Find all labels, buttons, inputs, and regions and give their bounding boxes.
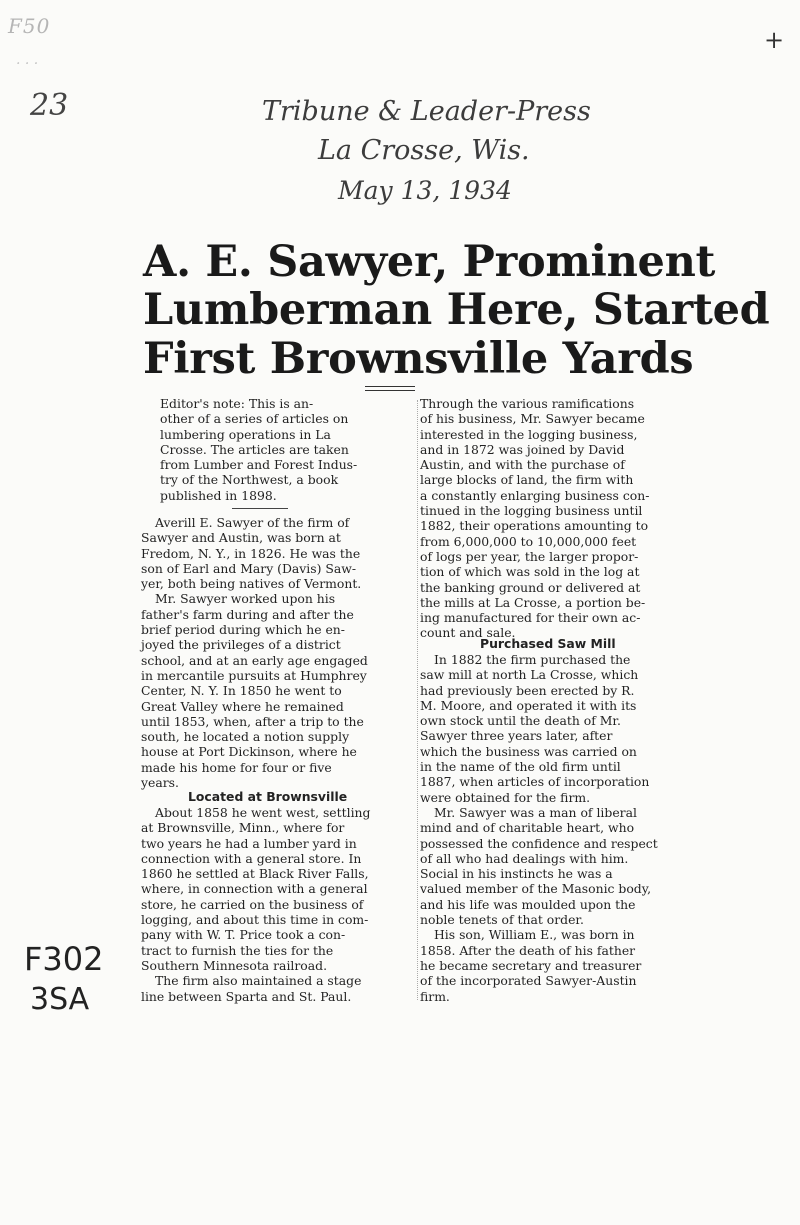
left-paragraph-2 [141, 805, 415, 1004]
text-line: father's farm during and after the [141, 606, 354, 622]
text-line: at Brownsville, Minn., where for [141, 820, 345, 836]
text-line: own stock until the death of Mr. [420, 713, 621, 729]
text-line: son of Earl and Mary (Davis) Saw- [141, 560, 357, 576]
text-line: a constantly enlarging business con- [420, 487, 650, 503]
text-line: two years he had a lumber yard in [141, 835, 357, 851]
editor-note-line: lumbering operations in La [160, 426, 331, 442]
text-line: he became secretary and treasurer [420, 957, 642, 973]
text-line: Great Valley where he remained [141, 698, 344, 714]
text-line: pany with W. T. Price took a con- [141, 927, 346, 943]
handwritten-source-city: La Crosse, Wis. [318, 135, 530, 166]
text-line: firm. [420, 988, 450, 1004]
headline-rule [365, 386, 415, 387]
text-line: connection with a general store. In [141, 850, 362, 866]
column-divider [417, 400, 418, 1000]
text-line: tinued in the logging business until [420, 503, 643, 519]
headline-line-2: Lumberman Here, Started [143, 285, 770, 335]
text-line: made his home for four or five [141, 759, 332, 775]
text-line: Social in his instincts he was a [420, 866, 613, 882]
text-line: tion of which was sold in the log at [420, 564, 640, 580]
right-paragraph-2 [420, 652, 698, 1004]
editor-note-divider [232, 508, 288, 509]
text-line: and in 1872 was joined by David [420, 441, 625, 457]
text-line: yer, both being natives of Vermont. [141, 576, 362, 592]
text-line: in the name of the old firm until [420, 759, 621, 775]
subhead-purchased-saw-mill: Purchased Saw Mill [480, 636, 616, 651]
text-line: saw mill at north La Crosse, which [420, 667, 639, 683]
text-line: 1882, their operations amounting to [420, 518, 649, 534]
text-line: of all who had dealings with him. [420, 850, 629, 866]
editor-note-line: try of the Northwest, a book [160, 472, 339, 488]
text-line: the mills at La Crosse, a portion be- [420, 594, 646, 610]
handwritten-file-code: F302 [24, 940, 104, 978]
text-line: 1887, when articles of incorporation [420, 774, 650, 790]
text-line: tract to furnish the ties for the [141, 942, 334, 958]
editor-note-line: other of a series of articles on [160, 411, 349, 427]
handwritten-page-number: 23 [30, 88, 69, 123]
text-line: ing manufactured for their own ac- [420, 610, 641, 626]
text-line: Mr. Sawyer was a man of liberal [434, 804, 637, 820]
text-line: store, he carried on the business of [141, 896, 364, 912]
editor-note [160, 396, 434, 503]
text-line: mind and of charitable heart, who [420, 820, 635, 836]
text-line: large blocks of land, the firm with [420, 472, 634, 488]
text-line: Sawyer three years later, after [420, 728, 613, 744]
text-line: Southern Minnesota railroad. [141, 957, 328, 973]
text-line: house at Port Dickinson, where he [141, 744, 357, 760]
text-line: south, he located a notion supply [141, 729, 350, 745]
text-line: Averill E. Sawyer of the firm of [155, 515, 350, 530]
text-line: interested in the logging business, [420, 426, 638, 442]
editor-note-line: from Lumber and Forest Indus- [160, 457, 358, 473]
handwritten-top-left-code: F50 [8, 14, 51, 38]
editor-note-line: published in 1898. [160, 487, 277, 503]
handwritten-file-subcode: 3SA [30, 982, 90, 1017]
text-line: line between Sparta and St. Paul. [141, 988, 352, 1004]
text-line: and his life was moulded upon the [420, 896, 636, 912]
text-line: until 1853, when, after a trip to the [141, 713, 364, 729]
left-paragraph-1 [141, 515, 415, 790]
text-line: from 6,000,000 to 10,000,000 feet [420, 533, 637, 549]
text-line: M. Moore, and operated it with its [420, 697, 637, 713]
handwritten-plus-mark: + [764, 26, 785, 54]
handwritten-source-date: May 13, 1934 [338, 176, 512, 205]
text-line: noble tenets of that order. [420, 912, 584, 928]
editor-note-line: Crosse. The articles are taken [160, 441, 349, 457]
text-line: of the incorporated Sawyer-Austin [420, 973, 637, 989]
text-line: His son, William E., was born in [434, 927, 635, 943]
text-line: Fredom, N. Y., in 1826. He was the [141, 545, 361, 561]
text-line: Austin, and with the purchase of [420, 457, 625, 473]
headline-line-1: A. E. Sawyer, Prominent [143, 237, 716, 287]
text-line: Sawyer and Austin, was born at [141, 530, 341, 546]
text-line: Mr. Sawyer worked upon his [155, 591, 336, 607]
text-line: Center, N. Y. In 1850 he went to [141, 683, 342, 699]
headline-rule-second [365, 390, 415, 391]
text-line: of his business, Mr. Sawyer became [420, 411, 645, 427]
handwritten-source-newspaper: Tribune & Leader-Press [262, 96, 591, 127]
text-line: count and sale. [420, 625, 516, 641]
text-line: were obtained for the firm. [420, 789, 591, 805]
text-line: had previously been erected by R. [420, 682, 635, 698]
text-line: brief period during which he en- [141, 622, 345, 638]
text-line: 1860 he settled at Black River Falls, [141, 866, 369, 882]
right-paragraph-1 [420, 396, 698, 641]
text-line: which the business was carried on [420, 743, 637, 759]
text-line: The firm also maintained a stage [155, 973, 362, 989]
text-line: In 1882 the firm purchased the [434, 652, 631, 667]
handwritten-faint-marks: . . . [16, 52, 39, 68]
text-line: where, in connection with a general [141, 881, 368, 897]
text-line: valued member of the Masonic body, [420, 881, 652, 897]
text-line: school, and at an early age engaged [141, 652, 368, 668]
text-line: Through the various ramifications [420, 396, 635, 411]
text-line: possessed the confidence and respect [420, 835, 658, 851]
subhead-located-at-brownsville: Located at Brownsville [188, 789, 348, 804]
text-line: 1858. After the death of his father [420, 942, 636, 958]
headline-line-3: First Brownsville Yards [143, 334, 694, 384]
text-line: About 1858 he went west, settling [155, 805, 371, 820]
editor-note-line: Editor's note: This is an- [160, 396, 314, 411]
text-line: joyed the privileges of a district [141, 637, 341, 653]
text-line: the banking ground or delivered at [420, 579, 641, 595]
text-line: in mercantile pursuits at Humphrey [141, 667, 367, 683]
text-line: years. [141, 775, 179, 791]
text-line: logging, and about this time in com- [141, 912, 369, 928]
text-line: of logs per year, the larger propor- [420, 548, 639, 564]
